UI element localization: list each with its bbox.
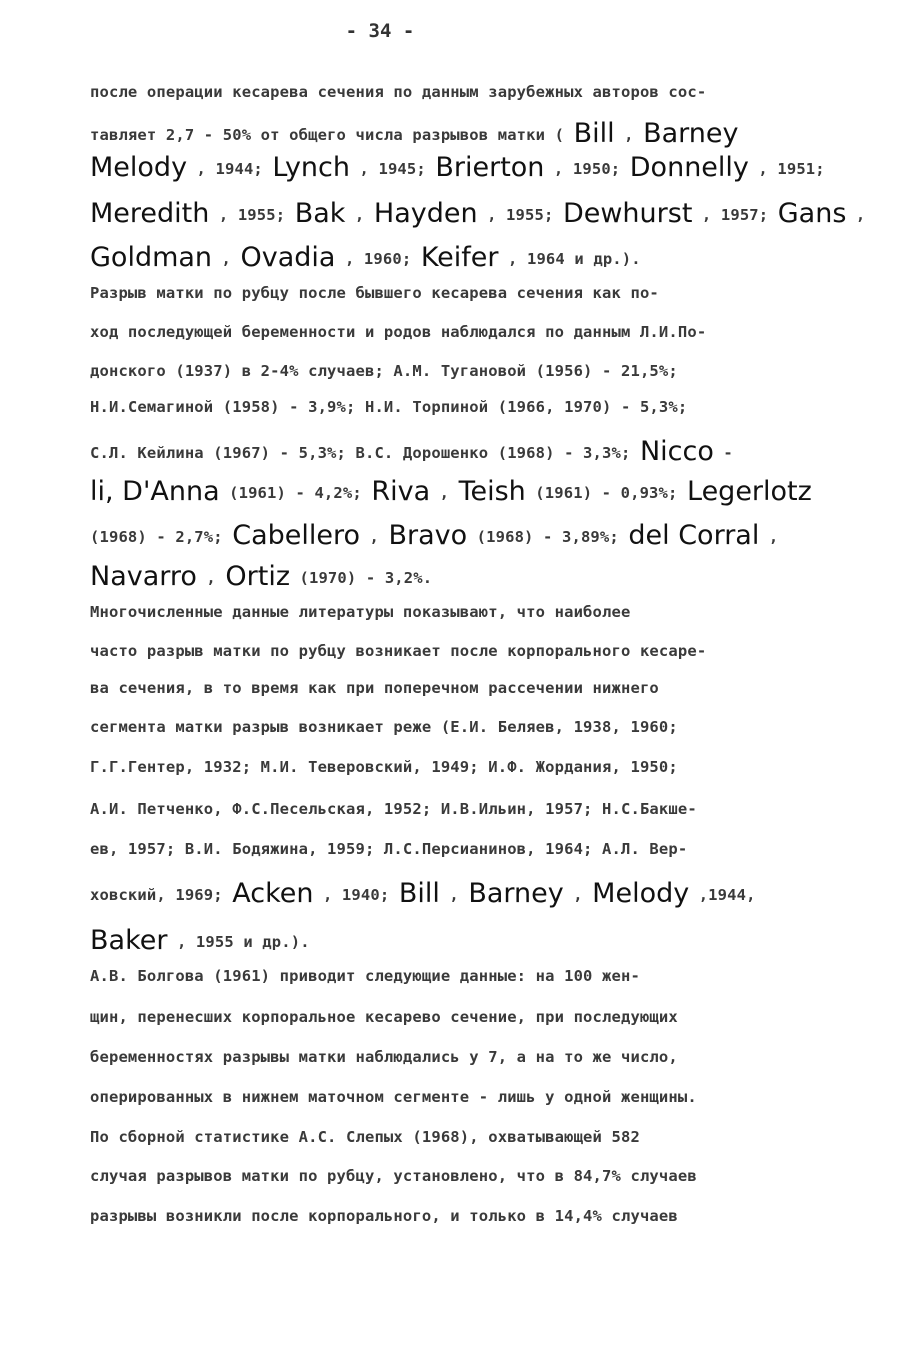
handwritten-name: Barney	[643, 118, 739, 149]
typed-text: , 1957;	[692, 206, 778, 224]
text-line	[90, 800, 697, 832]
handwritten-name: Bill	[573, 118, 615, 149]
text-line	[90, 520, 778, 552]
text-line	[90, 152, 825, 184]
text-line	[90, 398, 687, 430]
handwritten-name: Bill	[398, 878, 440, 909]
typed-text: , 1955;	[477, 206, 563, 224]
text-line	[90, 1167, 697, 1199]
typed-text: (1970) - 3,2%.	[290, 569, 433, 587]
typed-text: По сборной статистике А.С. Слепых (1968), охватывающей 582	[90, 1128, 640, 1146]
typed-text: (1968) - 3,89%;	[467, 528, 629, 546]
typed-text: , 1940;	[313, 886, 399, 904]
handwritten-name: Ovadia	[240, 242, 336, 273]
handwritten-name: Baker	[90, 925, 168, 956]
typed-text: Многочисленные данные литературы показывают, что наиболее	[90, 603, 631, 621]
typed-text: ,	[430, 484, 459, 502]
typed-text: сегмента матки разрыв возникает реже (Е.И. Беляев, 1938, 1960;	[90, 718, 678, 736]
text-line	[90, 323, 706, 355]
handwritten-name: Keifer	[420, 242, 499, 273]
handwritten-name: Melody	[592, 878, 690, 909]
typed-text: С.Л. Кейлина (1967) - 5,3%; В.С. Дорошенко (1968) - 3,3%;	[90, 444, 640, 462]
typed-text: А.И. Петченко, Ф.С.Песельская, 1952; И.В.Ильин, 1957; Н.С.Бакше-	[90, 800, 697, 818]
typed-text: ва сечения, в то время как при поперечном рассечении нижнего	[90, 679, 659, 697]
handwritten-name: Riva	[371, 476, 431, 507]
text-line	[90, 198, 865, 230]
text-line	[90, 642, 706, 674]
text-line	[90, 603, 630, 635]
typed-text: (1961) - 4,2%;	[219, 484, 372, 502]
text-line	[90, 718, 678, 750]
typed-text: (1968) - 2,7%;	[90, 528, 233, 546]
typed-text: ,	[212, 250, 241, 268]
handwritten-name: Teish	[458, 476, 526, 507]
handwritten-name: Donnelly	[629, 152, 749, 183]
text-line	[90, 679, 659, 711]
typed-text: после операции кесарева сечения по данным зарубежных авторов сос-	[90, 83, 707, 101]
typed-text: часто разрыв матки по рубцу возникает после корпорального кесаре-	[90, 642, 707, 660]
typed-text: ,	[563, 886, 593, 904]
handwritten-name: Navarro	[90, 561, 197, 592]
handwritten-name: Acken	[232, 878, 314, 909]
handwritten-name: Nicco	[639, 436, 714, 467]
typed-text: ,	[759, 528, 779, 546]
typed-text: донского (1937) в 2-4% случаев; А.М. Тугановой (1956) - 21,5%;	[90, 362, 678, 380]
text-line	[90, 1088, 697, 1120]
typed-text: ев, 1957; В.И. Бодяжина, 1959; Л.С.Персианинов, 1964; А.Л. Вер-	[90, 840, 688, 858]
handwritten-name: Lynch	[272, 152, 351, 183]
text-line	[90, 362, 678, 394]
text-line	[90, 242, 641, 274]
typed-text: беременностях разрывы матки наблюдались у 7, а на то же число,	[90, 1048, 678, 1066]
text-line	[90, 967, 640, 999]
handwritten-name: Bravo	[388, 520, 468, 551]
handwritten-name: Brierton	[435, 152, 545, 183]
typed-text: Г.Г.Гентер, 1932; М.И. Теверовский, 1949; И.Ф. Жордания, 1950;	[90, 758, 678, 776]
text-line	[90, 1128, 640, 1160]
typed-text: ,1944,	[689, 886, 756, 904]
typed-text: ход последующей беременности и родов наблюдался по данным Л.И.По-	[90, 323, 707, 341]
text-line	[90, 284, 659, 316]
typed-text: ,	[196, 569, 226, 587]
handwritten-name: Ortiz	[225, 561, 290, 592]
typed-text: случая разрывов матки по рубцу, установлено, что в 84,7% случаев	[90, 1167, 697, 1185]
handwritten-name: Melody	[90, 152, 188, 183]
text-line	[90, 476, 812, 508]
typed-text: А.В. Болгова (1961) приводит следующие данные: на 100 жен-	[90, 967, 640, 985]
page-number: - 34 -	[345, 20, 415, 42]
typed-text: , 1955;	[209, 206, 295, 224]
text-line	[90, 561, 432, 593]
handwritten-name: Cabellero	[232, 520, 361, 551]
handwritten-name: Hayden	[373, 198, 478, 229]
typed-text: (1961) - 0,93%;	[525, 484, 687, 502]
typed-text: , 1964 и др.).	[498, 250, 641, 268]
handwritten-name: Legerlotz	[687, 476, 812, 507]
typed-text: , 1960;	[335, 250, 421, 268]
typed-text: , 1945;	[350, 160, 436, 178]
text-line	[90, 83, 706, 115]
handwritten-name: Gans	[777, 198, 847, 229]
text-line	[90, 436, 733, 468]
typed-text: разрывы возникли после корпорального, и только в 14,4% случаев	[90, 1207, 678, 1225]
text-line	[90, 925, 310, 957]
handwritten-name: Meredith	[90, 198, 210, 229]
text-line	[90, 878, 756, 910]
handwritten-name: Dewhurst	[562, 198, 693, 229]
typed-text: , 1950;	[544, 160, 630, 178]
typed-text: ,	[846, 206, 866, 224]
typed-text: ,	[345, 206, 374, 224]
typed-text: Разрыв матки по рубцу после бывшего кесарева сечения как по-	[90, 284, 659, 302]
typed-text: , 1951;	[748, 160, 825, 178]
typed-text: ,	[614, 126, 644, 144]
handwritten-name: Bak	[294, 198, 346, 229]
text-line	[90, 758, 678, 790]
typed-text: -	[713, 444, 733, 462]
typed-text: , 1944;	[187, 160, 273, 178]
typed-text: щин, перенесших корпоральное кесарево сечение, при последующих	[90, 1008, 678, 1026]
text-line	[90, 1008, 678, 1040]
text-line	[90, 118, 738, 150]
text-line	[90, 840, 687, 872]
typed-text: , 1955 и др.).	[167, 933, 310, 951]
handwritten-name: li, D'Anna	[90, 476, 220, 507]
text-line	[90, 1048, 678, 1080]
typed-text: ,	[360, 528, 389, 546]
handwritten-name: del Corral	[628, 520, 760, 551]
typed-text: тавляет 2,7 - 50% от общего числа разрывов матки (	[90, 126, 574, 144]
handwritten-name: Barney	[468, 878, 564, 909]
typed-text: Н.И.Семагиной (1958) - 3,9%; Н.И. Торпиной (1966, 1970) - 5,3%;	[90, 398, 688, 416]
typed-text: оперированных в нижнем маточном сегменте - лишь у одной женщины.	[90, 1088, 697, 1106]
typed-text: ховский, 1969;	[90, 886, 233, 904]
text-line	[90, 1207, 678, 1239]
typed-text: ,	[439, 886, 469, 904]
handwritten-name: Goldman	[90, 242, 213, 273]
